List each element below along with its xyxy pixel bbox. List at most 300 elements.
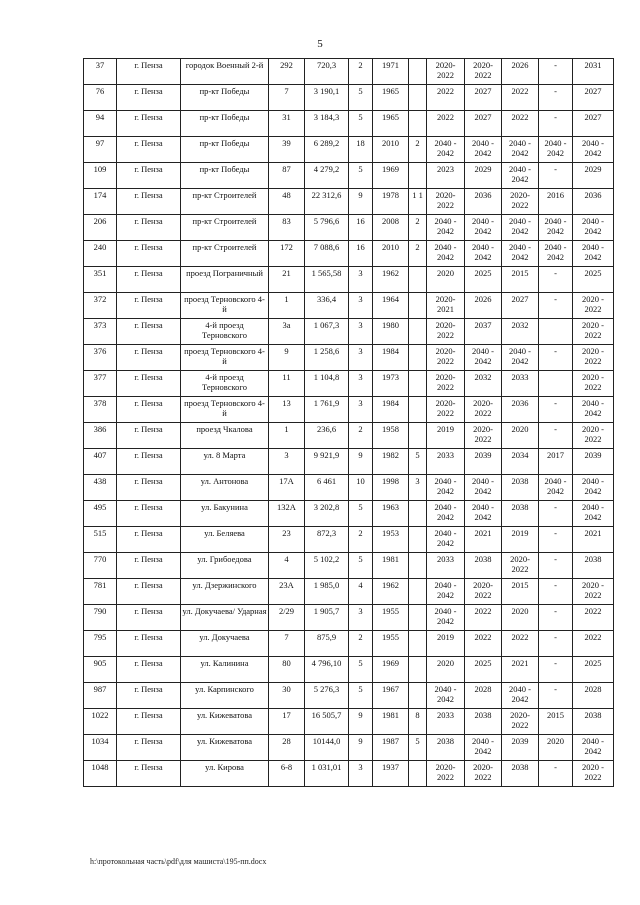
plan-overall-cell: 2020 - 2022 xyxy=(573,761,614,787)
plan-engineering-cell: 2020 xyxy=(502,423,539,449)
area-cell: 236,6 xyxy=(305,423,349,449)
plan-overall-cell: 2020 - 2022 xyxy=(573,371,614,397)
street-cell: пр-кт Победы xyxy=(181,111,269,137)
plan-roof-cell: 2020-2022 xyxy=(427,59,465,85)
city-cell: г. Пенза xyxy=(117,657,181,683)
table-row xyxy=(84,657,614,683)
house-number-cell: 23А xyxy=(269,579,305,605)
city-cell: г. Пенза xyxy=(117,371,181,397)
plan-engineering-cell: 2015 xyxy=(502,267,539,293)
plan-facade-cell: 2021 xyxy=(465,527,502,553)
street-cell: городок Военный 2-й xyxy=(181,59,269,85)
plan-facade-cell: 2022 xyxy=(465,631,502,657)
street-cell: проезд Терновского 4-й xyxy=(181,293,269,319)
plan-roof-cell: 2022 xyxy=(427,85,465,111)
house-number-cell: 48 xyxy=(269,189,305,215)
floors-cell: 5 xyxy=(349,657,373,683)
plan-engineering-cell: 2033 xyxy=(502,371,539,397)
plan-overall-cell: 2040 - 2042 xyxy=(573,397,614,423)
plan-roof-cell: 2022 xyxy=(427,111,465,137)
house-number-cell: 31 xyxy=(269,111,305,137)
plan-elevator-cell: 2020 xyxy=(539,735,573,761)
table-row xyxy=(84,371,614,397)
table-row xyxy=(84,709,614,735)
plan-elevator-cell: 2016 xyxy=(539,189,573,215)
plan-engineering-cell: 2026 xyxy=(502,59,539,85)
plan-roof-cell: 2040 - 2042 xyxy=(427,241,465,267)
city-cell: г. Пенза xyxy=(117,85,181,111)
plan-overall-cell: 2038 xyxy=(573,553,614,579)
street-cell: ул. Карпинского xyxy=(181,683,269,709)
plan-roof-cell: 2040 - 2042 xyxy=(427,215,465,241)
floors-cell: 9 xyxy=(349,735,373,761)
year-built-cell: 1981 xyxy=(373,709,409,735)
year-built-cell: 1962 xyxy=(373,579,409,605)
plan-facade-cell: 2040 - 2042 xyxy=(465,501,502,527)
plan-engineering-cell: 2040 - 2042 xyxy=(502,683,539,709)
house-number-cell: 292 xyxy=(269,59,305,85)
record-number-cell: 386 xyxy=(84,423,117,449)
plan-facade-cell: 2037 xyxy=(465,319,502,345)
plan-facade-cell: 2040 - 2042 xyxy=(465,241,502,267)
table-row xyxy=(84,345,614,371)
year-built-cell: 1958 xyxy=(373,423,409,449)
plan-facade-cell: 2040 - 2042 xyxy=(465,345,502,371)
elevators-cell: 2 xyxy=(409,215,427,241)
record-number-cell: 377 xyxy=(84,371,117,397)
city-cell: г. Пенза xyxy=(117,293,181,319)
elevators-cell: 5 xyxy=(409,449,427,475)
year-built-cell: 1963 xyxy=(373,501,409,527)
plan-engineering-cell: 2040 - 2042 xyxy=(502,163,539,189)
floors-cell: 2 xyxy=(349,527,373,553)
plan-overall-cell: 2020 - 2022 xyxy=(573,345,614,371)
plan-overall-cell: 2039 xyxy=(573,449,614,475)
plan-facade-cell: 2040 - 2042 xyxy=(465,735,502,761)
plan-engineering-cell: 2039 xyxy=(502,735,539,761)
street-cell: 4-й проезд Терновского xyxy=(181,319,269,345)
street-cell: ул. Докучаева xyxy=(181,631,269,657)
street-cell: ул. Кижеватова xyxy=(181,735,269,761)
city-cell: г. Пенза xyxy=(117,137,181,163)
elevators-cell xyxy=(409,293,427,319)
plan-elevator-cell: 2040 - 2042 xyxy=(539,137,573,163)
plan-facade-cell: 2020-2022 xyxy=(465,761,502,787)
plan-elevator-cell xyxy=(539,319,573,345)
plan-engineering-cell: 2020 xyxy=(502,605,539,631)
floors-cell: 3 xyxy=(349,267,373,293)
street-cell: ул. Кирова xyxy=(181,761,269,787)
record-number-cell: 206 xyxy=(84,215,117,241)
plan-elevator-cell: - xyxy=(539,605,573,631)
plan-elevator-cell: - xyxy=(539,423,573,449)
house-number-cell: 87 xyxy=(269,163,305,189)
city-cell: г. Пенза xyxy=(117,59,181,85)
plan-roof-cell: 2023 xyxy=(427,163,465,189)
house-number-cell: 28 xyxy=(269,735,305,761)
plan-engineering-cell: 2036 xyxy=(502,397,539,423)
plan-elevator-cell: - xyxy=(539,59,573,85)
plan-elevator-cell: - xyxy=(539,345,573,371)
elevators-cell xyxy=(409,553,427,579)
plan-elevator-cell: 2040 - 2042 xyxy=(539,215,573,241)
record-number-cell: 795 xyxy=(84,631,117,657)
floors-cell: 10 xyxy=(349,475,373,501)
table-row xyxy=(84,631,614,657)
table-row xyxy=(84,449,614,475)
area-cell: 5 276,3 xyxy=(305,683,349,709)
year-built-cell: 2008 xyxy=(373,215,409,241)
plan-facade-cell: 2027 xyxy=(465,111,502,137)
table-row xyxy=(84,579,614,605)
plan-overall-cell: 2020 - 2022 xyxy=(573,423,614,449)
plan-facade-cell: 2036 xyxy=(465,189,502,215)
floors-cell: 3 xyxy=(349,293,373,319)
elevators-cell: 5 xyxy=(409,735,427,761)
elevators-cell xyxy=(409,319,427,345)
plan-roof-cell: 2020-2022 xyxy=(427,189,465,215)
street-cell: пр-кт Строителей xyxy=(181,241,269,267)
elevators-cell xyxy=(409,657,427,683)
floors-cell: 3 xyxy=(349,371,373,397)
plan-elevator-cell: - xyxy=(539,631,573,657)
year-built-cell: 1984 xyxy=(373,397,409,423)
floors-cell: 16 xyxy=(349,241,373,267)
street-cell: ул. Грибоедова xyxy=(181,553,269,579)
plan-overall-cell: 2038 xyxy=(573,709,614,735)
plan-elevator-cell: - xyxy=(539,111,573,137)
house-number-cell: 4 xyxy=(269,553,305,579)
table-row xyxy=(84,85,614,111)
plan-overall-cell: 2022 xyxy=(573,631,614,657)
plan-overall-cell: 2025 xyxy=(573,267,614,293)
year-built-cell: 1953 xyxy=(373,527,409,553)
elevators-cell: 1 1 xyxy=(409,189,427,215)
floors-cell: 9 xyxy=(349,449,373,475)
plan-overall-cell: 2027 xyxy=(573,85,614,111)
plan-facade-cell: 2029 xyxy=(465,163,502,189)
plan-overall-cell: 2031 xyxy=(573,59,614,85)
year-built-cell: 2010 xyxy=(373,241,409,267)
table-row xyxy=(84,397,614,423)
year-built-cell: 1964 xyxy=(373,293,409,319)
plan-overall-cell: 2021 xyxy=(573,527,614,553)
record-number-cell: 770 xyxy=(84,553,117,579)
record-number-cell: 987 xyxy=(84,683,117,709)
plan-overall-cell: 2040 - 2042 xyxy=(573,475,614,501)
plan-facade-cell: 2020-2022 xyxy=(465,397,502,423)
street-cell: ул. Кижеватова xyxy=(181,709,269,735)
record-number-cell: 378 xyxy=(84,397,117,423)
street-cell: проезд Пограничный xyxy=(181,267,269,293)
plan-engineering-cell: 2020-2022 xyxy=(502,189,539,215)
street-cell: ул. Беляева xyxy=(181,527,269,553)
plan-overall-cell: 2022 xyxy=(573,605,614,631)
street-cell: проезд Чкалова xyxy=(181,423,269,449)
record-number-cell: 373 xyxy=(84,319,117,345)
city-cell: г. Пенза xyxy=(117,553,181,579)
house-number-cell: 6-8 xyxy=(269,761,305,787)
house-number-cell: 39 xyxy=(269,137,305,163)
table-row xyxy=(84,189,614,215)
plan-engineering-cell: 2032 xyxy=(502,319,539,345)
plan-engineering-cell: 2020-2022 xyxy=(502,709,539,735)
year-built-cell: 1969 xyxy=(373,657,409,683)
street-cell: ул. 8 Марта xyxy=(181,449,269,475)
house-number-cell: 3 xyxy=(269,449,305,475)
table-row xyxy=(84,735,614,761)
floors-cell: 5 xyxy=(349,163,373,189)
elevators-cell xyxy=(409,163,427,189)
plan-elevator-cell xyxy=(539,371,573,397)
floors-cell: 9 xyxy=(349,189,373,215)
area-cell: 22 312,6 xyxy=(305,189,349,215)
record-number-cell: 438 xyxy=(84,475,117,501)
plan-elevator-cell: - xyxy=(539,267,573,293)
elevators-cell: 3 xyxy=(409,475,427,501)
plan-overall-cell: 2040 - 2042 xyxy=(573,215,614,241)
city-cell: г. Пенза xyxy=(117,527,181,553)
area-cell: 1 761,9 xyxy=(305,397,349,423)
elevators-cell: 2 xyxy=(409,241,427,267)
street-cell: ул. Дзержинского xyxy=(181,579,269,605)
plan-elevator-cell: 2040 - 2042 xyxy=(539,475,573,501)
plan-engineering-cell: 2040 - 2042 xyxy=(502,241,539,267)
area-cell: 1 985,0 xyxy=(305,579,349,605)
elevators-cell xyxy=(409,267,427,293)
house-number-cell: 13 xyxy=(269,397,305,423)
record-number-cell: 781 xyxy=(84,579,117,605)
plan-engineering-cell: 2034 xyxy=(502,449,539,475)
plan-facade-cell: 2025 xyxy=(465,267,502,293)
elevators-cell xyxy=(409,761,427,787)
city-cell: г. Пенза xyxy=(117,189,181,215)
city-cell: г. Пенза xyxy=(117,735,181,761)
year-built-cell: 1998 xyxy=(373,475,409,501)
year-built-cell: 1962 xyxy=(373,267,409,293)
plan-roof-cell: 2020-2022 xyxy=(427,371,465,397)
plan-elevator-cell: - xyxy=(539,657,573,683)
city-cell: г. Пенза xyxy=(117,423,181,449)
house-number-cell: 172 xyxy=(269,241,305,267)
plan-roof-cell: 2040 - 2042 xyxy=(427,137,465,163)
plan-roof-cell: 2040 - 2042 xyxy=(427,683,465,709)
city-cell: г. Пенза xyxy=(117,267,181,293)
plan-roof-cell: 2033 xyxy=(427,709,465,735)
year-built-cell: 1981 xyxy=(373,553,409,579)
plan-roof-cell: 2040 - 2042 xyxy=(427,605,465,631)
area-cell: 16 505,7 xyxy=(305,709,349,735)
plan-engineering-cell: 2022 xyxy=(502,85,539,111)
table-row xyxy=(84,683,614,709)
plan-facade-cell: 2022 xyxy=(465,605,502,631)
table-row xyxy=(84,761,614,787)
year-built-cell: 1973 xyxy=(373,371,409,397)
area-cell: 1 104,8 xyxy=(305,371,349,397)
city-cell: г. Пенза xyxy=(117,241,181,267)
floors-cell: 3 xyxy=(349,761,373,787)
floors-cell: 18 xyxy=(349,137,373,163)
elevators-cell xyxy=(409,631,427,657)
street-cell: 4-й проезд Терновского xyxy=(181,371,269,397)
floors-cell: 5 xyxy=(349,85,373,111)
area-cell: 7 088,6 xyxy=(305,241,349,267)
plan-engineering-cell: 2021 xyxy=(502,657,539,683)
plan-engineering-cell: 2019 xyxy=(502,527,539,553)
table-row xyxy=(84,59,614,85)
plan-roof-cell: 2020-2022 xyxy=(427,345,465,371)
table-row xyxy=(84,553,614,579)
house-number-cell: 1 xyxy=(269,293,305,319)
plan-roof-cell: 2040 - 2042 xyxy=(427,475,465,501)
house-number-cell: 17 xyxy=(269,709,305,735)
table-row xyxy=(84,267,614,293)
elevators-cell xyxy=(409,85,427,111)
area-cell: 9 921,9 xyxy=(305,449,349,475)
record-number-cell: 790 xyxy=(84,605,117,631)
plan-roof-cell: 2040 - 2042 xyxy=(427,501,465,527)
floors-cell: 5 xyxy=(349,501,373,527)
plan-elevator-cell: - xyxy=(539,397,573,423)
plan-roof-cell: 2033 xyxy=(427,553,465,579)
year-built-cell: 1982 xyxy=(373,449,409,475)
record-number-cell: 407 xyxy=(84,449,117,475)
house-number-cell: 9 xyxy=(269,345,305,371)
record-number-cell: 37 xyxy=(84,59,117,85)
plan-elevator-cell: - xyxy=(539,163,573,189)
area-cell: 5 102,2 xyxy=(305,553,349,579)
year-built-cell: 1937 xyxy=(373,761,409,787)
plan-roof-cell: 2019 xyxy=(427,631,465,657)
record-number-cell: 1022 xyxy=(84,709,117,735)
plan-overall-cell: 2025 xyxy=(573,657,614,683)
table-row xyxy=(84,241,614,267)
plan-engineering-cell: 2022 xyxy=(502,111,539,137)
plan-engineering-cell: 2027 xyxy=(502,293,539,319)
table-row xyxy=(84,605,614,631)
plan-engineering-cell: 2038 xyxy=(502,761,539,787)
elevators-cell: 2 xyxy=(409,137,427,163)
city-cell: г. Пенза xyxy=(117,475,181,501)
plan-facade-cell: 2040 - 2042 xyxy=(465,475,502,501)
elevators-cell xyxy=(409,345,427,371)
table-row xyxy=(84,475,614,501)
city-cell: г. Пенза xyxy=(117,215,181,241)
elevators-cell: 8 xyxy=(409,709,427,735)
house-number-cell: 17А xyxy=(269,475,305,501)
plan-overall-cell: 2020 - 2022 xyxy=(573,293,614,319)
record-number-cell: 515 xyxy=(84,527,117,553)
plan-facade-cell: 2040 - 2042 xyxy=(465,215,502,241)
area-cell: 1 067,3 xyxy=(305,319,349,345)
plan-overall-cell: 2020 - 2022 xyxy=(573,319,614,345)
city-cell: г. Пенза xyxy=(117,345,181,371)
year-built-cell: 2010 xyxy=(373,137,409,163)
plan-facade-cell: 2026 xyxy=(465,293,502,319)
record-number-cell: 372 xyxy=(84,293,117,319)
city-cell: г. Пенза xyxy=(117,683,181,709)
floors-cell: 2 xyxy=(349,631,373,657)
record-number-cell: 1048 xyxy=(84,761,117,787)
house-number-cell: 2/29 xyxy=(269,605,305,631)
elevators-cell xyxy=(409,579,427,605)
floors-cell: 4 xyxy=(349,579,373,605)
elevators-cell xyxy=(409,527,427,553)
plan-elevator-cell: 2015 xyxy=(539,709,573,735)
area-cell: 3 202,8 xyxy=(305,501,349,527)
record-number-cell: 109 xyxy=(84,163,117,189)
street-cell: проезд Терновского 4-й xyxy=(181,397,269,423)
plan-elevator-cell: - xyxy=(539,293,573,319)
street-cell: пр-кт Победы xyxy=(181,137,269,163)
plan-overall-cell: 2020 - 2022 xyxy=(573,579,614,605)
year-built-cell: 1978 xyxy=(373,189,409,215)
city-cell: г. Пенза xyxy=(117,605,181,631)
elevators-cell xyxy=(409,397,427,423)
area-cell: 336,4 xyxy=(305,293,349,319)
plan-facade-cell: 2028 xyxy=(465,683,502,709)
street-cell: ул. Антонова xyxy=(181,475,269,501)
area-cell: 872,3 xyxy=(305,527,349,553)
house-number-cell: 132А xyxy=(269,501,305,527)
plan-facade-cell: 2020-2022 xyxy=(465,423,502,449)
area-cell: 3 184,3 xyxy=(305,111,349,137)
page-number: 5 xyxy=(317,38,323,50)
year-built-cell: 1965 xyxy=(373,85,409,111)
plan-facade-cell: 2032 xyxy=(465,371,502,397)
plan-roof-cell: 2038 xyxy=(427,735,465,761)
table-row xyxy=(84,423,614,449)
record-number-cell: 1034 xyxy=(84,735,117,761)
plan-roof-cell: 2019 xyxy=(427,423,465,449)
area-cell: 1 565,58 xyxy=(305,267,349,293)
city-cell: г. Пенза xyxy=(117,761,181,787)
year-built-cell: 1965 xyxy=(373,111,409,137)
plan-engineering-cell: 2038 xyxy=(502,475,539,501)
area-cell: 1 031,01 xyxy=(305,761,349,787)
plan-engineering-cell: 2040 - 2042 xyxy=(502,215,539,241)
year-built-cell: 1955 xyxy=(373,605,409,631)
elevators-cell xyxy=(409,111,427,137)
house-number-cell: 23 xyxy=(269,527,305,553)
plan-engineering-cell: 2020-2022 xyxy=(502,553,539,579)
elevators-cell xyxy=(409,683,427,709)
table-row xyxy=(84,215,614,241)
city-cell: г. Пенза xyxy=(117,449,181,475)
plan-facade-cell: 2038 xyxy=(465,553,502,579)
floors-cell: 3 xyxy=(349,605,373,631)
plan-overall-cell: 2028 xyxy=(573,683,614,709)
record-number-cell: 905 xyxy=(84,657,117,683)
area-cell: 1 258,6 xyxy=(305,345,349,371)
area-cell: 1 905,7 xyxy=(305,605,349,631)
floors-cell: 9 xyxy=(349,709,373,735)
plan-elevator-cell: - xyxy=(539,85,573,111)
elevators-cell xyxy=(409,501,427,527)
elevators-cell xyxy=(409,371,427,397)
house-number-cell: 83 xyxy=(269,215,305,241)
floors-cell: 5 xyxy=(349,683,373,709)
area-cell: 6 289,2 xyxy=(305,137,349,163)
house-number-cell: 1 xyxy=(269,423,305,449)
table-body xyxy=(84,59,614,787)
plan-roof-cell: 2020 xyxy=(427,657,465,683)
floors-cell: 3 xyxy=(349,397,373,423)
year-built-cell: 1955 xyxy=(373,631,409,657)
year-built-cell: 1971 xyxy=(373,59,409,85)
floors-cell: 3 xyxy=(349,319,373,345)
year-built-cell: 1969 xyxy=(373,163,409,189)
